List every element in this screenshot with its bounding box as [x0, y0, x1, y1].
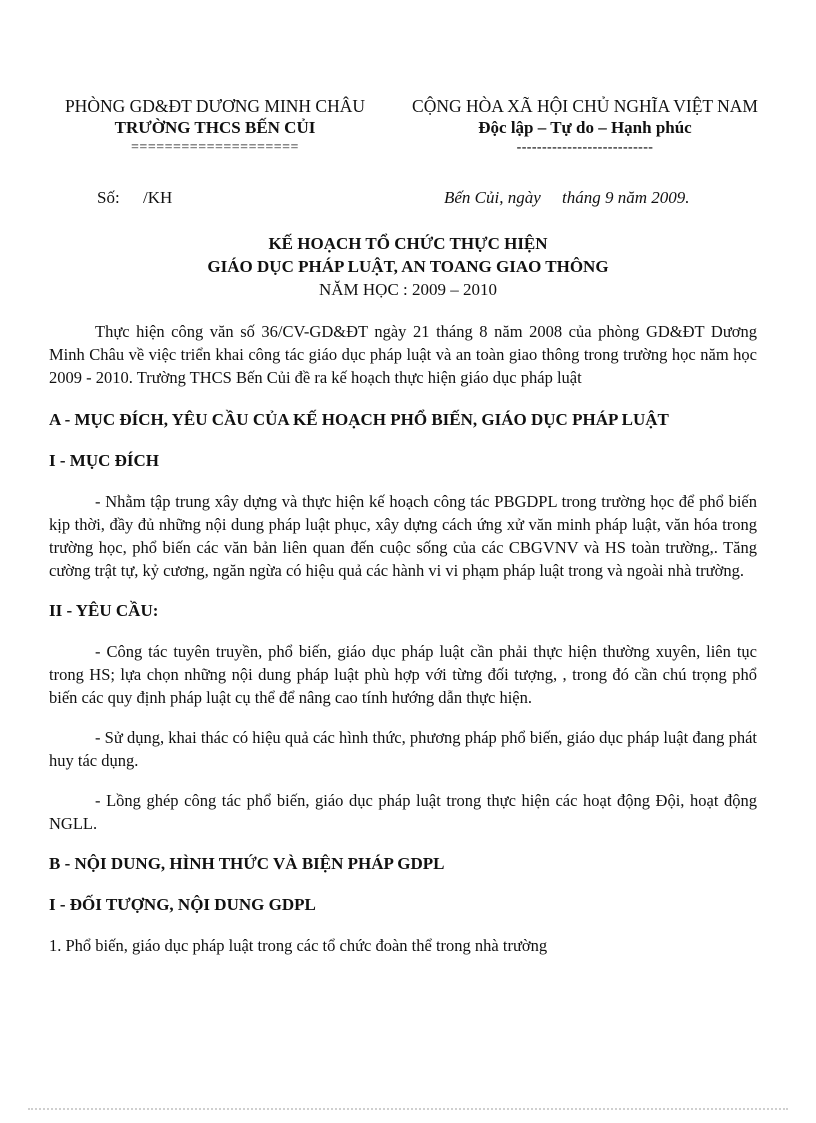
document-body — [49, 320, 757, 957]
document-title — [0, 232, 816, 301]
requirement-paragraph-1: - Công tác tuyên truyền, phổ biến, giáo dục pháp luật cần phải thực hiện thường xuyên, liên tục trong HS; lựa chọn những nội dung pháp luật phù hợp với từng đối tượng, , trong đó cần chú trọng phổ biến các quy định pháp luật cụ thể để nâng cao tính hướng dẫn thực hiện. — [49, 642, 757, 707]
title-line-2: GIÁO DỤC PHÁP LUẬT, AN TOANG GIAO THÔNG — [207, 257, 609, 276]
page-bottom-border — [28, 1108, 788, 1110]
national-motto: Độc lập – Tự do – Hạnh phúc — [478, 118, 692, 137]
section-b1-heading: I - ĐỐI TƯỢNG, NỘI DUNG GDPL — [49, 895, 316, 914]
section-a-heading: A - MỤC ĐÍCH, YÊU CẦU CỦA KẾ HOẠCH PHỔ BIẾN, GIÁO DỤC PHÁP LUẬT — [49, 410, 669, 429]
title-line-1: KẾ HOẠCH TỔ CHỨC THỰC HIỆN — [268, 234, 548, 253]
list-item: 1. Phổ biến, giáo dục pháp luật trong các tổ chức đoàn thể trong nhà trường — [49, 936, 548, 955]
section-b-heading: B - NỘI DUNG, HÌNH THỨC VÀ BIỆN PHÁP GDPL — [49, 854, 445, 873]
document-header — [0, 95, 816, 165]
issuer-block — [50, 95, 380, 157]
motto-divider: --------------------------- — [516, 140, 654, 155]
requirement-paragraph-2: - Sử dụng, khai thác có hiệu quả các hình thức, phương pháp phổ biến, giáo dục pháp luật đang phát huy tác dụng. — [49, 728, 757, 770]
requirement-paragraph-3: - Lồng ghép công tác phổ biến, giáo dục pháp luật trong thực hiện các hoạt động Đội, hoạt động NGLL. — [49, 791, 757, 833]
purpose-paragraph: - Nhằm tập trung xây dựng và thực hiện kế hoạch công tác PBGDPL trong trường học để phổ biến kịp thời, đầy đủ những nội dung pháp luật phục, xây dựng cách ứng xử văn minh pháp luật, văn hóa trong trường học, phổ biến các văn bản liên quan đến cuộc sống của các CBGVNV và HS toàn trường,. Tăng cường trật tự, kỷ cương, ngăn ngừa có hiệu quả các hành vi vi phạm pháp luật trong và ngoài nhà trường. — [49, 492, 757, 580]
section-a2-heading: II - YÊU CẦU: — [49, 601, 159, 620]
document-number-value: /KH — [143, 188, 173, 207]
document-number-label: Số: — [97, 188, 120, 207]
department-name: PHÒNG GD&ĐT DƯƠNG MINH CHÂU — [64, 96, 366, 116]
issuer-divider: ==================== — [131, 140, 299, 155]
school-year: NĂM HỌC : 2009 – 2010 — [318, 280, 498, 299]
national-motto-block — [395, 95, 775, 157]
document-date: Bến Củi, ngày tháng 9 năm 2009. — [444, 188, 690, 207]
school-name: TRƯỜNG THCS BẾN CỦI — [114, 118, 316, 137]
section-a1-heading: I - MỤC ĐÍCH — [49, 451, 160, 470]
intro-paragraph: Thực hiện công văn số 36/CV-GD&ĐT ngày 21 tháng 8 năm 2008 của phòng GD&ĐT Dương Minh Châu về việc triển khai công tác giáo dục pháp luật và an toàn giao thông trong trường học năm học 2009 - 2010. Trường THCS Bến Củi đề ra kế hoạch thực hiện giáo dục pháp luật — [49, 322, 757, 387]
country-name: CỘNG HÒA XÃ HỘI CHỦ NGHĨA VIỆT NAM — [412, 96, 758, 116]
